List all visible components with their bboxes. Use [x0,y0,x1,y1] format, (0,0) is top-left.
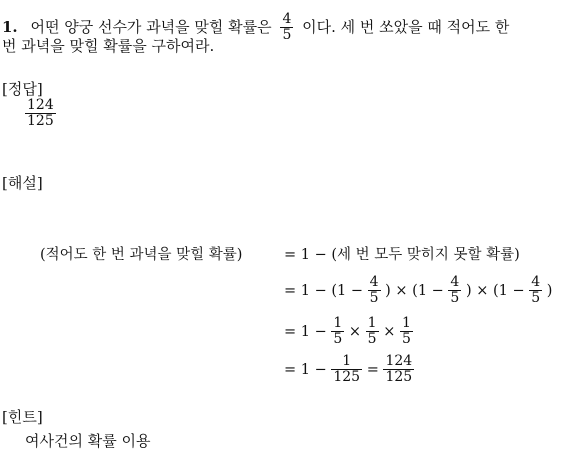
answer-numerator: 124 [27,97,54,113]
problem-text-before: 어떤 양궁 선수가 과녁을 맞힐 확률은 [30,17,272,36]
equation-row-2 [284,275,552,307]
fraction-numerator: 4 [282,11,292,27]
answer-fraction [25,98,56,130]
hint-heading: [힌트] [2,408,43,426]
equals-sign: = [366,361,379,378]
row2-part-c: ) × (1 − [465,282,525,299]
equation-lhs: (적어도 한 번 과녁을 맞힐 확률) [40,247,243,263]
equation-row-1: = 1 − (세 번 모두 맞히지 못할 확률) [284,247,520,263]
problem-number: 1. [2,17,18,36]
answer-heading: [정답] [2,80,43,98]
fraction: $\frac{4}{5}$ [369,274,379,307]
times-sign: × [383,323,396,340]
row2-part-e: ) [546,282,553,299]
explanation-heading: [해설] [2,174,43,192]
fraction-denominator: 5 [282,27,292,44]
fraction: $\frac{124}{125}$ [385,353,413,386]
row2-part-a: = 1 − (1 − [284,282,363,299]
equation-row-4 [284,354,414,386]
row2-part-b: ) × (1 − [385,282,444,299]
row4-part-a: = 1 − [284,361,327,378]
hint-text: 여사건의 확률 이용 [25,432,151,450]
problem-text-after: 이다. 세 번 쏘았을 때 적어도 한 [302,17,510,36]
fraction: $\frac{1}{5}$ [367,315,377,348]
problem-line-2: 번 과녁을 맞힐 확률을 구하여라. [2,37,215,55]
answer-denominator: 125 [27,113,54,130]
fraction: $\frac{1}{125}$ [333,353,361,386]
times-sign: × [348,323,362,340]
probability-fraction [280,12,293,44]
fraction: $\frac{4}{5}$ [531,274,541,307]
row3-part-a: = 1 − [284,323,327,340]
fraction: $\frac{4}{5}$ [450,274,460,307]
fraction: $\frac{1}{5}$ [333,315,343,348]
fraction: $\frac{1}{5}$ [401,315,411,348]
equation-row-3 [284,316,413,348]
